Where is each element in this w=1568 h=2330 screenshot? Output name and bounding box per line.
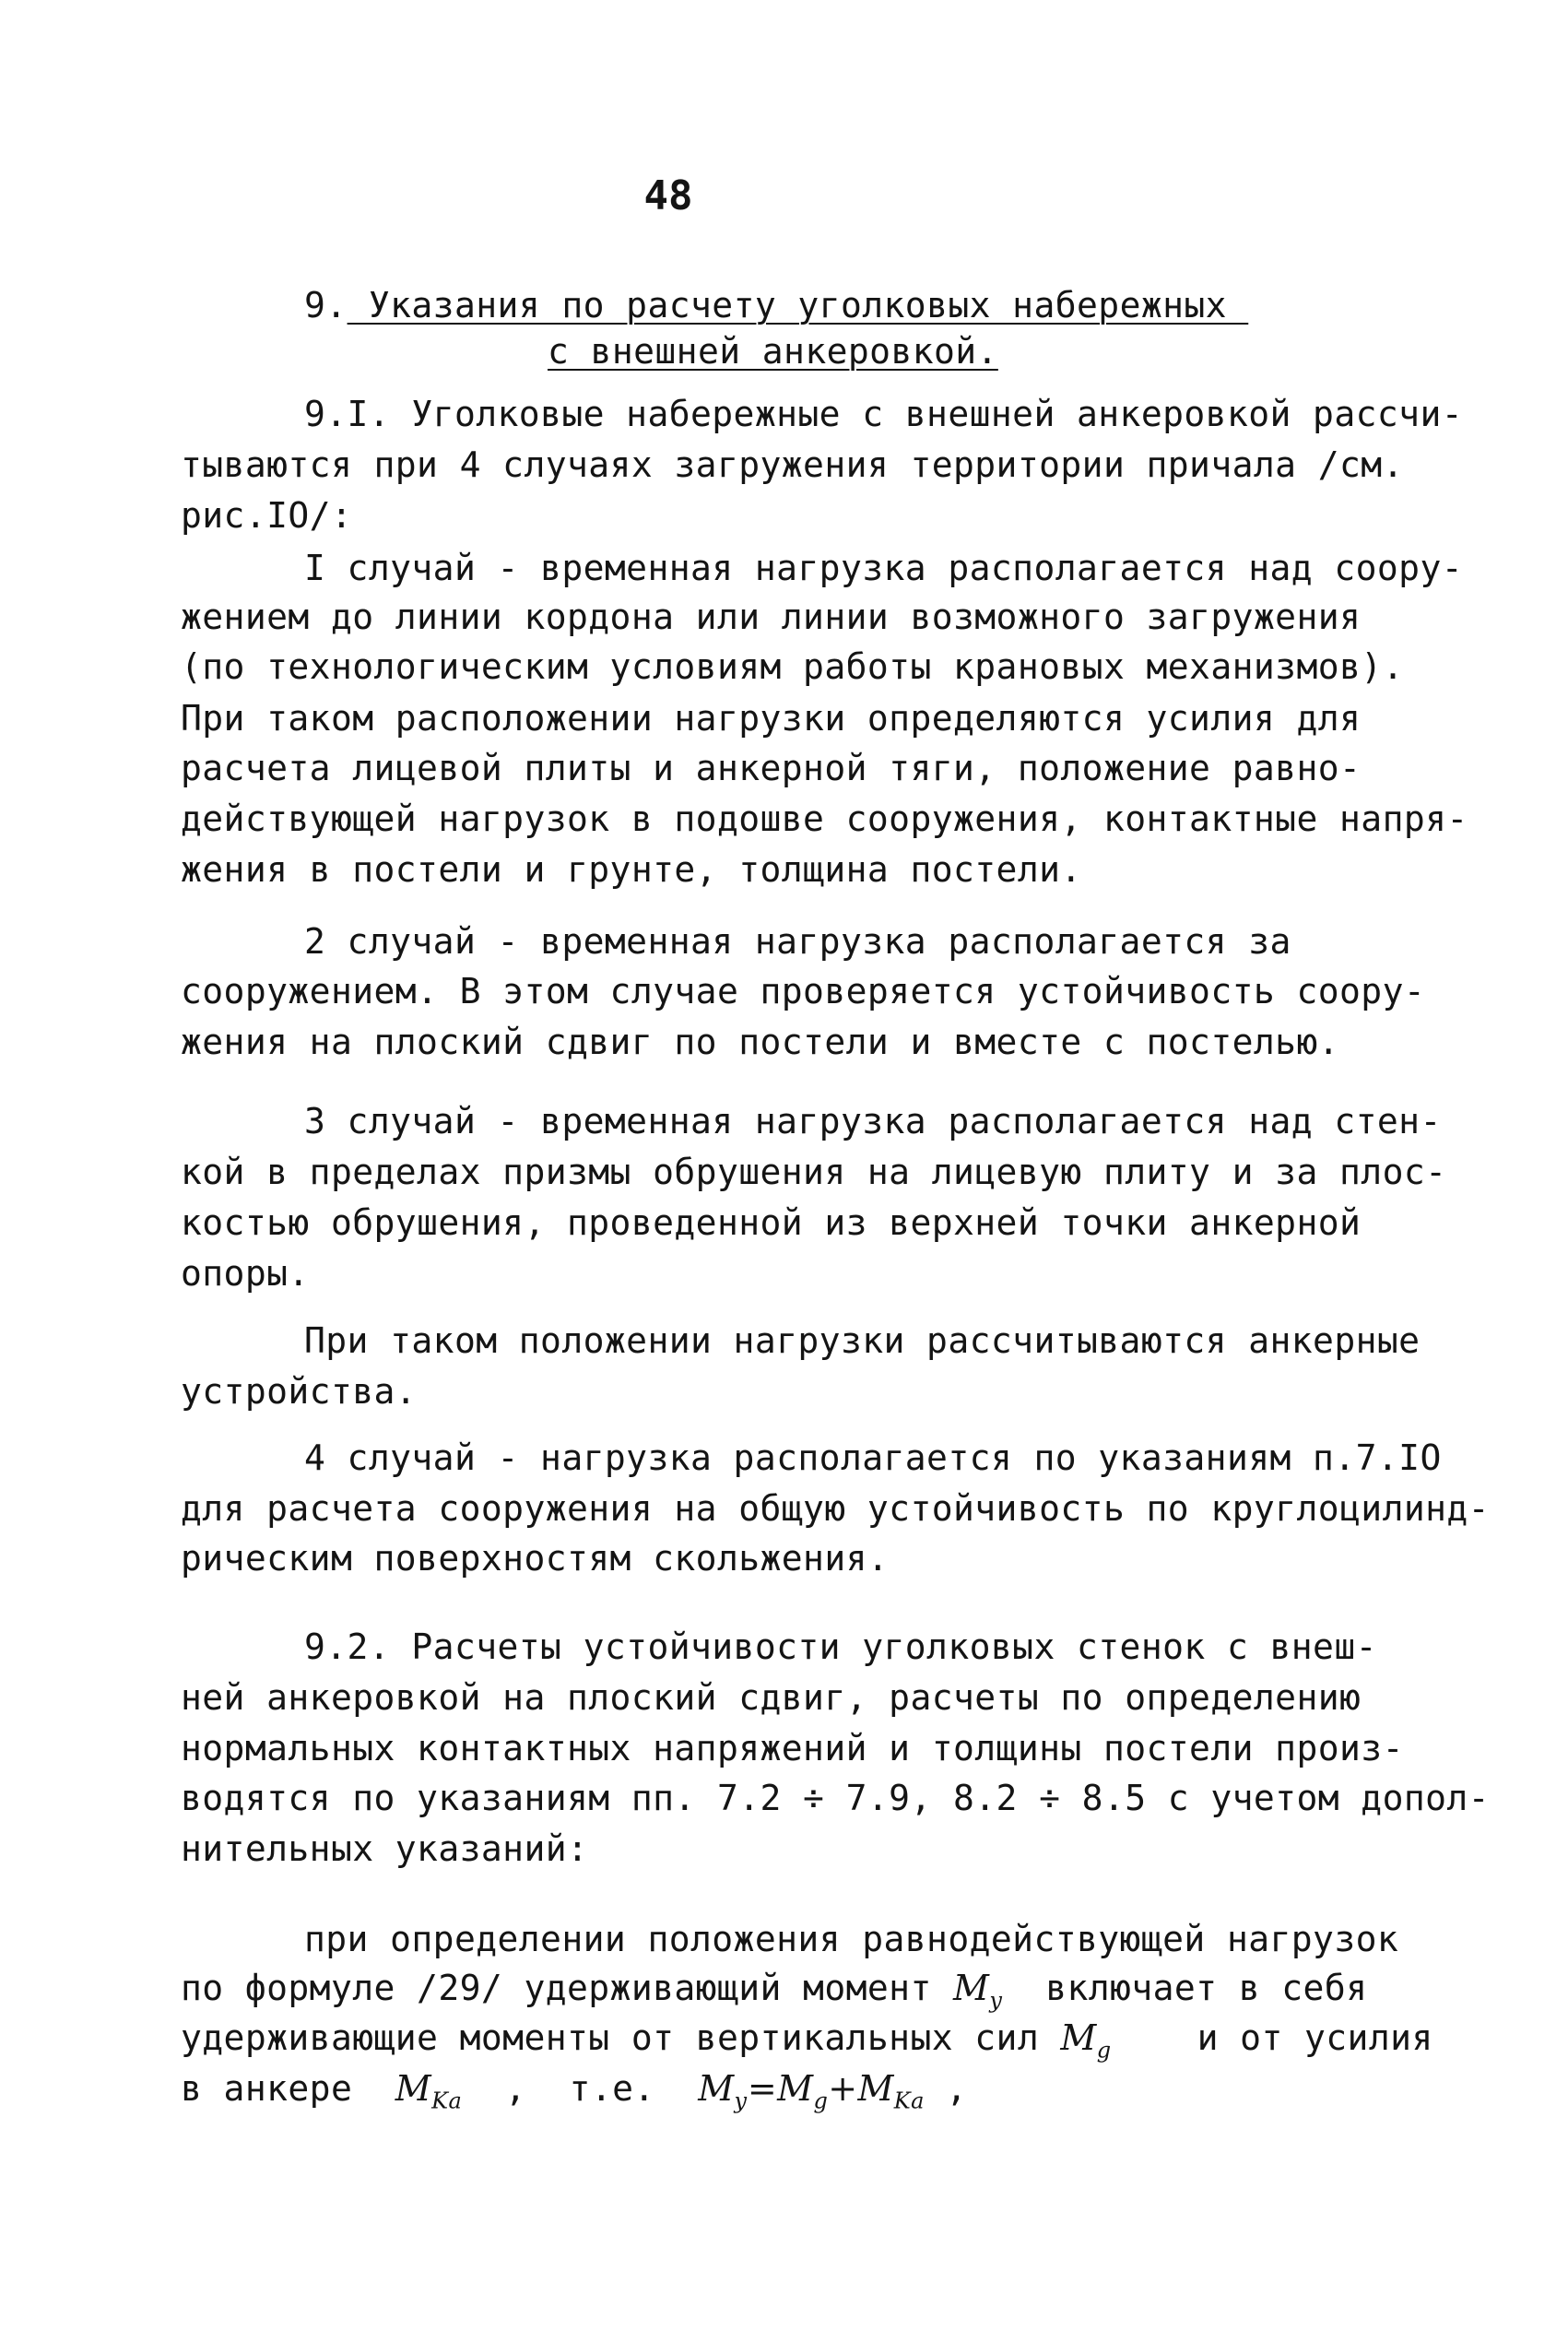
paragraph-text: в анкере — [181, 2068, 353, 2109]
page-number: 48 — [643, 172, 693, 219]
section-heading-line-1 — [304, 281, 1248, 329]
paragraph-line: 3 случай - временная нагрузка располагается над стен- — [304, 1101, 1442, 1141]
paragraph-text: удерживающие моменты от вертикальных сил — [181, 2017, 1040, 2058]
paragraph-line: водятся по указаниям пп. 7.2 ÷ 7.9, 8.2 ÷ 8.5 с учетом допол- — [181, 1778, 1490, 1818]
section-title-part-2: с внешней анкеровкой. — [548, 331, 998, 372]
paragraph-line: 2 случай - временная нагрузка располагается за — [304, 921, 1291, 962]
paragraph-line: устройства. — [181, 1371, 418, 1412]
paragraph-line: жения в постели и грунте, толщина постели. — [181, 849, 1082, 890]
moment-symbol: $M_{Ka}$ — [395, 2068, 463, 2114]
paragraph-line: I случай - временная нагрузка располагается над соору- — [304, 548, 1464, 588]
section-number: 9. — [304, 285, 348, 325]
paragraph-line: 9.2. Расчеты устойчивости уголковых стенок с внеш- — [304, 1626, 1377, 1667]
formula-line: в анкере $M_{Ka}$ , т.е. $M_у=M_g+M_{Ka}$ , — [181, 2068, 968, 2114]
paragraph-line: жения на плоский сдвиг по постели и вместе с постелью. — [181, 1022, 1340, 1062]
paragraph-line: При таком расположении нагрузки определяются усилия для — [181, 698, 1362, 739]
paragraph-line: кой в пределах призмы обрушения на лицевую плиту и за плос- — [181, 1152, 1447, 1192]
paragraph-line: рическим поверхностям скольжения. — [181, 1538, 890, 1579]
moment-symbol: $M_g$ — [1060, 2017, 1112, 2064]
paragraph-line: действующей нагрузок в подошве сооружения, контактные напря- — [181, 798, 1468, 839]
paragraph-line: сооружением. В этом случае проверяется устойчивость соору- — [181, 971, 1426, 1011]
paragraph-line: нормальных контактных напряжений и толщины постели произ- — [181, 1728, 1404, 1768]
moment-symbol: $M_у$ — [953, 1968, 1003, 2014]
paragraph-line: при определении положения равнодействующей нагрузок — [304, 1919, 1399, 1959]
paragraph-line: рис.IO/: — [181, 495, 353, 536]
section-title-part-1: Указания по расчету уголковых набережных — [347, 285, 1249, 325]
paragraph-line: 4 случай - нагрузка располагается по указаниям п.7.IO — [304, 1437, 1442, 1478]
paragraph-text: , т.е. — [504, 2068, 655, 2109]
paragraph-line: При таком положении нагрузки рассчитываются анкерные — [304, 1320, 1421, 1361]
paragraph-line: нительных указаний: — [181, 1828, 589, 1869]
paragraph-line: костью обрушения, проведенной из верхней точки анкерной — [181, 1202, 1362, 1243]
paragraph-line: жением до линии кордона или линии возможного загружения — [181, 597, 1362, 637]
equation: $M_у=M_g+M_{Ka}$ — [698, 2068, 925, 2114]
paragraph-line: для расчета сооружения на общую устойчивость по круглоцилинд- — [181, 1488, 1490, 1529]
paragraph-line: 9.I. Уголковые набережные с внешней анкеровкой рассчи- — [304, 394, 1464, 434]
paragraph-line: (по технологическим условиям работы крановых механизмов). — [181, 646, 1404, 687]
paragraph-text: включает в себя — [1045, 1968, 1368, 2008]
paragraph-line: расчета лицевой плиты и анкерной тяги, положение равно- — [181, 748, 1362, 788]
paragraph-line: ней анкеровкой на плоский сдвиг, расчеты по определению — [181, 1677, 1362, 1718]
paragraph-text: и от усилия — [1197, 2017, 1433, 2058]
paragraph-text: по формуле /29/ удерживающий момент — [181, 1968, 932, 2008]
paragraph-line: тываются при 4 случаях загружения территории причала /см. — [181, 444, 1404, 485]
paragraph-line: опоры. — [181, 1253, 310, 1294]
